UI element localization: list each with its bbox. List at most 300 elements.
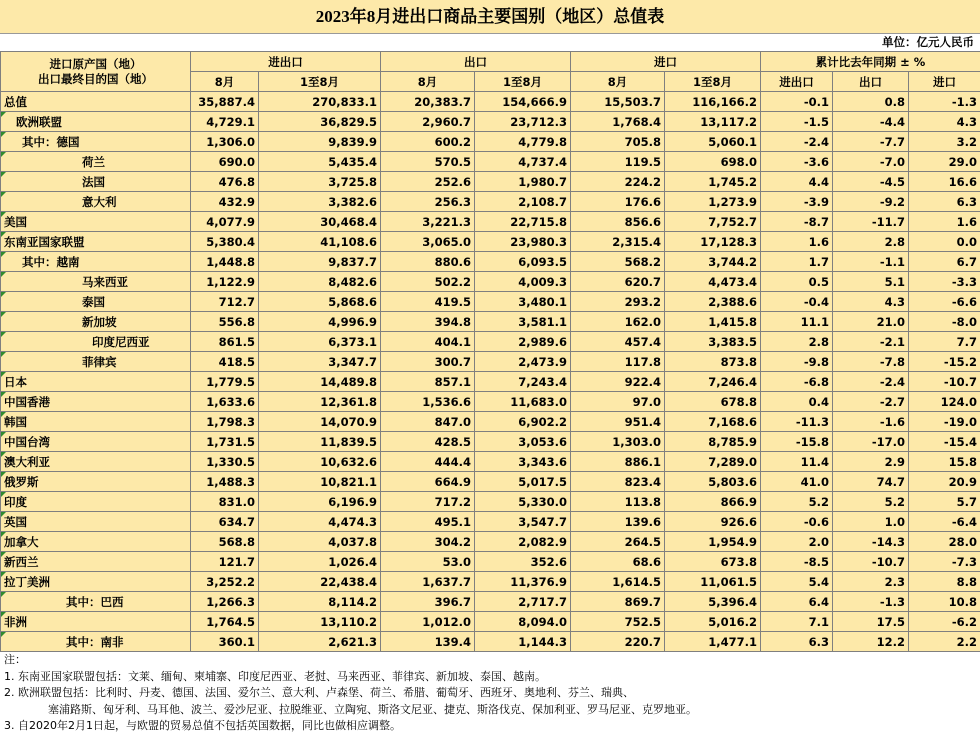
group-header-export: 出口 — [381, 52, 571, 72]
table-row — [1, 432, 980, 452]
row-label: 澳大利亚 — [1, 452, 191, 472]
table-cell: 0.8 — [833, 92, 909, 112]
table-cell: 11.4 — [761, 452, 833, 472]
table-cell: 28.0 — [909, 532, 980, 552]
table-cell: 2,989.6 — [475, 332, 571, 352]
table-cell: 2.8 — [761, 332, 833, 352]
row-label: 其中：巴西 — [1, 592, 191, 612]
table-row — [1, 592, 980, 612]
table-cell: 6,196.9 — [259, 492, 381, 512]
table-cell: 139.6 — [571, 512, 665, 532]
table-cell: 4,077.9 — [191, 212, 259, 232]
table-cell: -1.6 — [833, 412, 909, 432]
table-cell: 5,060.1 — [665, 132, 761, 152]
table-row — [1, 92, 980, 112]
table-cell: -10.7 — [833, 552, 909, 572]
table-cell: -9.8 — [761, 352, 833, 372]
table-cell: 1,536.6 — [381, 392, 475, 412]
table-cell: 220.7 — [571, 632, 665, 652]
table-cell: -11.7 — [833, 212, 909, 232]
table-cell: 2,717.7 — [475, 592, 571, 612]
subheader-0: 8月 — [191, 72, 259, 92]
table-cell: 176.6 — [571, 192, 665, 212]
row-label: 菲律宾 — [1, 352, 191, 372]
table-cell: 5.1 — [833, 272, 909, 292]
table-cell: 4,037.8 — [259, 532, 381, 552]
table-row — [1, 312, 980, 332]
table-cell: 14,489.8 — [259, 372, 381, 392]
table-cell: 2.9 — [833, 452, 909, 472]
table-cell: 3,547.7 — [475, 512, 571, 532]
table-cell: 1.6 — [909, 212, 980, 232]
table-cell: 3,581.1 — [475, 312, 571, 332]
table-cell: 121.7 — [191, 552, 259, 572]
table-cell: 1,026.4 — [259, 552, 381, 572]
row-label: 俄罗斯 — [1, 472, 191, 492]
table-cell: 886.1 — [571, 452, 665, 472]
table-cell: 1,731.5 — [191, 432, 259, 452]
table-cell: 8.8 — [909, 572, 980, 592]
row-label: 韩国 — [1, 412, 191, 432]
table-cell: 1,637.7 — [381, 572, 475, 592]
table-cell: 3,725.8 — [259, 172, 381, 192]
table-cell: 4,996.9 — [259, 312, 381, 332]
table-cell: 162.0 — [571, 312, 665, 332]
table-cell: 5.4 — [761, 572, 833, 592]
table-row — [1, 612, 980, 632]
table-cell: 1,303.0 — [571, 432, 665, 452]
page-title: 2023年8月进出口商品主要国别（地区）总值表 — [0, 0, 980, 34]
table-cell: 2.0 — [761, 532, 833, 552]
table-cell: 304.2 — [381, 532, 475, 552]
table-cell: 360.1 — [191, 632, 259, 652]
table-cell: 8,482.6 — [259, 272, 381, 292]
table-cell: 570.5 — [381, 152, 475, 172]
table-cell: 2.2 — [909, 632, 980, 652]
table-cell: 41,108.6 — [259, 232, 381, 252]
row-label: 印度 — [1, 492, 191, 512]
table-cell: -3.3 — [909, 272, 980, 292]
table-cell: 22,438.4 — [259, 572, 381, 592]
table-cell: 11,376.9 — [475, 572, 571, 592]
subheader-2: 8月 — [381, 72, 475, 92]
table-cell: 698.0 — [665, 152, 761, 172]
table-cell: -6.8 — [761, 372, 833, 392]
subheader-3: 1至8月 — [475, 72, 571, 92]
table-cell: 4,474.3 — [259, 512, 381, 532]
table-row — [1, 512, 980, 532]
table-cell: 0.0 — [909, 232, 980, 252]
table-cell: 1.6 — [761, 232, 833, 252]
table-cell: 664.9 — [381, 472, 475, 492]
subheader-5: 1至8月 — [665, 72, 761, 92]
table-cell: 22,715.8 — [475, 212, 571, 232]
row-label: 总值 — [1, 92, 191, 112]
table-cell: 7,243.4 — [475, 372, 571, 392]
table-cell: 600.2 — [381, 132, 475, 152]
table-row — [1, 232, 980, 252]
note-2: 2. 欧洲联盟包括：比利时、丹麦、德国、法国、爱尔兰、意大利、卢森堡、荷兰、希腊、葡萄牙、西班牙、奥地利、芬兰、瑞典、 — [4, 686, 634, 699]
table-cell: -15.2 — [909, 352, 980, 372]
row-header-export: 出口最终目的国（地） — [38, 71, 153, 86]
table-cell: 4.4 — [761, 172, 833, 192]
table-cell: 2,315.4 — [571, 232, 665, 252]
notes-label: 注： — [4, 653, 26, 666]
row-label: 东南亚国家联盟 — [1, 232, 191, 252]
table-cell: 1,779.5 — [191, 372, 259, 392]
table-cell: 3,065.0 — [381, 232, 475, 252]
table-cell: -19.0 — [909, 412, 980, 432]
table-cell: 5.7 — [909, 492, 980, 512]
table-cell: 124.0 — [909, 392, 980, 412]
row-header-import: 进口原产国（地） — [49, 56, 142, 71]
table-cell: 2,473.9 — [475, 352, 571, 372]
table-cell: 256.3 — [381, 192, 475, 212]
subheader-1: 1至8月 — [259, 72, 381, 92]
table-cell: 404.1 — [381, 332, 475, 352]
table-cell: 831.0 — [191, 492, 259, 512]
table-cell: 432.9 — [191, 192, 259, 212]
table-cell: 3,382.6 — [259, 192, 381, 212]
table-cell: 11,061.5 — [665, 572, 761, 592]
table-cell: 7.1 — [761, 612, 833, 632]
table-cell: 6.7 — [909, 252, 980, 272]
table-cell: -8.5 — [761, 552, 833, 572]
table-cell: 2,108.7 — [475, 192, 571, 212]
table-cell: 11.1 — [761, 312, 833, 332]
table-cell: -1.3 — [909, 92, 980, 112]
row-label: 泰国 — [1, 292, 191, 312]
table-cell: 41.0 — [761, 472, 833, 492]
table-cell: 712.7 — [191, 292, 259, 312]
unit-label: 单位：亿元人民币 — [882, 35, 974, 49]
group-header-total: 进出口 — [191, 52, 381, 72]
table-cell: -9.2 — [833, 192, 909, 212]
table-cell: 1,144.3 — [475, 632, 571, 652]
table-row — [1, 112, 980, 132]
table-cell: -2.1 — [833, 332, 909, 352]
table-cell: 13,117.2 — [665, 112, 761, 132]
table-cell: -8.0 — [909, 312, 980, 332]
table-cell: 419.5 — [381, 292, 475, 312]
row-label: 中国香港 — [1, 392, 191, 412]
table-cell: -15.8 — [761, 432, 833, 452]
table-cell: 97.0 — [571, 392, 665, 412]
table-cell: 2,960.7 — [381, 112, 475, 132]
table-cell: 8,114.2 — [259, 592, 381, 612]
table-cell: 866.9 — [665, 492, 761, 512]
table-cell: 21.0 — [833, 312, 909, 332]
table-cell: 15.8 — [909, 452, 980, 472]
row-label: 英国 — [1, 512, 191, 532]
table-cell: 418.5 — [191, 352, 259, 372]
table-cell: -0.1 — [761, 92, 833, 112]
table-cell: 35,887.4 — [191, 92, 259, 112]
table-row — [1, 252, 980, 272]
table-row — [1, 272, 980, 292]
table-cell: 116,166.2 — [665, 92, 761, 112]
table-cell: 428.5 — [381, 432, 475, 452]
table-cell: -1.1 — [833, 252, 909, 272]
table-cell: -3.9 — [761, 192, 833, 212]
table-cell: 7,246.4 — [665, 372, 761, 392]
row-label: 中国台湾 — [1, 432, 191, 452]
table-row — [1, 372, 980, 392]
table-cell: 1,266.3 — [191, 592, 259, 612]
row-header — [1, 52, 191, 92]
table-cell: 17,128.3 — [665, 232, 761, 252]
table-cell: 1,954.9 — [665, 532, 761, 552]
table-cell: 154,666.9 — [475, 92, 571, 112]
table-cell: -11.3 — [761, 412, 833, 432]
table-cell: 4.3 — [909, 112, 980, 132]
table-cell: 6,373.1 — [259, 332, 381, 352]
row-label: 欧洲联盟 — [1, 112, 191, 132]
table-cell: 3,480.1 — [475, 292, 571, 312]
table-row — [1, 332, 980, 352]
table-cell: 4,737.4 — [475, 152, 571, 172]
table-cell: 5.2 — [761, 492, 833, 512]
table-cell: -7.7 — [833, 132, 909, 152]
table-cell: 8,094.0 — [475, 612, 571, 632]
table-cell: 7,168.6 — [665, 412, 761, 432]
table-cell: 1,764.5 — [191, 612, 259, 632]
table-cell: 1,798.3 — [191, 412, 259, 432]
table-cell: 15,503.7 — [571, 92, 665, 112]
table-cell: 869.7 — [571, 592, 665, 612]
table-cell: 690.0 — [191, 152, 259, 172]
table-row — [1, 452, 980, 472]
table-cell: 113.8 — [571, 492, 665, 512]
table-cell: 14,070.9 — [259, 412, 381, 432]
table-cell: -6.4 — [909, 512, 980, 532]
table-cell: 12,361.8 — [259, 392, 381, 412]
table-cell: -4.4 — [833, 112, 909, 132]
table-cell: 5,868.6 — [259, 292, 381, 312]
table-row — [1, 212, 980, 232]
table-cell: 4,009.3 — [475, 272, 571, 292]
table-cell: 847.0 — [381, 412, 475, 432]
table-row — [1, 192, 980, 212]
table-row — [1, 552, 980, 572]
table-row — [1, 572, 980, 592]
row-label: 荷兰 — [1, 152, 191, 172]
table-row — [1, 392, 980, 412]
table-cell: 4,729.1 — [191, 112, 259, 132]
table-cell: 293.2 — [571, 292, 665, 312]
table-row — [1, 172, 980, 192]
table-cell: -0.4 — [761, 292, 833, 312]
table-cell: 620.7 — [571, 272, 665, 292]
table-cell: 30,468.4 — [259, 212, 381, 232]
table-cell: 1,415.8 — [665, 312, 761, 332]
table-cell: 20,383.7 — [381, 92, 475, 112]
table-cell: 6,902.2 — [475, 412, 571, 432]
table-cell: 673.8 — [665, 552, 761, 572]
table-cell: 119.5 — [571, 152, 665, 172]
table-cell: -3.6 — [761, 152, 833, 172]
table-cell: 7,752.7 — [665, 212, 761, 232]
table-cell: -1.3 — [833, 592, 909, 612]
table-cell: 0.5 — [761, 272, 833, 292]
table-cell: -10.7 — [909, 372, 980, 392]
table-cell: 3,252.2 — [191, 572, 259, 592]
table-cell: -17.0 — [833, 432, 909, 452]
table-cell: 1,477.1 — [665, 632, 761, 652]
table-cell: 5,016.2 — [665, 612, 761, 632]
table-cell: 634.7 — [191, 512, 259, 532]
table-cell: 5,396.4 — [665, 592, 761, 612]
table-cell: 36,829.5 — [259, 112, 381, 132]
table-cell: 3,744.2 — [665, 252, 761, 272]
table-cell: 856.6 — [571, 212, 665, 232]
table-cell: 568.8 — [191, 532, 259, 552]
table-cell: -7.3 — [909, 552, 980, 572]
table-cell: 68.6 — [571, 552, 665, 572]
table-cell: 117.8 — [571, 352, 665, 372]
table-row — [1, 412, 980, 432]
table-cell: 10.8 — [909, 592, 980, 612]
table-cell: 4,779.8 — [475, 132, 571, 152]
table-cell: 264.5 — [571, 532, 665, 552]
table-cell: 3,347.7 — [259, 352, 381, 372]
note-1: 1. 东南亚国家联盟包括：文莱、缅甸、柬埔寨、印度尼西亚、老挝、马来西亚、菲律宾、新加坡、泰国、越南。 — [4, 669, 546, 683]
table-cell: 502.2 — [381, 272, 475, 292]
table-cell: 5,330.0 — [475, 492, 571, 512]
trade-table — [0, 51, 980, 652]
table-cell: 5,380.4 — [191, 232, 259, 252]
table-row — [1, 632, 980, 652]
table-row — [1, 352, 980, 372]
subheader-8: 进口 — [909, 72, 980, 92]
table-cell: 12.2 — [833, 632, 909, 652]
row-label: 其中：越南 — [1, 252, 191, 272]
table-cell: 873.8 — [665, 352, 761, 372]
group-header-change: 累计比去年同期 ± % — [761, 52, 980, 72]
table-cell: 2,082.9 — [475, 532, 571, 552]
table-cell: 823.4 — [571, 472, 665, 492]
note-3: 3. 自2020年2月1日起，与欧盟的贸易总值不包括英国数据，同比也做相应调整。 — [4, 719, 401, 732]
table-cell: 9,837.7 — [259, 252, 381, 272]
table-cell: 23,712.3 — [475, 112, 571, 132]
subheader-7: 出口 — [833, 72, 909, 92]
table-cell: 5,803.6 — [665, 472, 761, 492]
table-cell: 74.7 — [833, 472, 909, 492]
table-cell: -0.6 — [761, 512, 833, 532]
table-cell: 1,330.5 — [191, 452, 259, 472]
row-label: 拉丁美洲 — [1, 572, 191, 592]
table-cell: 11,839.5 — [259, 432, 381, 452]
table-cell: 556.8 — [191, 312, 259, 332]
table-cell: 1.7 — [761, 252, 833, 272]
table-cell: 1,306.0 — [191, 132, 259, 152]
table-cell: 1,488.3 — [191, 472, 259, 492]
row-label: 非洲 — [1, 612, 191, 632]
table-cell: 2,621.3 — [259, 632, 381, 652]
table-cell: 2,388.6 — [665, 292, 761, 312]
row-label: 新加坡 — [1, 312, 191, 332]
table-cell: 857.1 — [381, 372, 475, 392]
row-label: 日本 — [1, 372, 191, 392]
table-cell: 7,289.0 — [665, 452, 761, 472]
table-cell: 705.8 — [571, 132, 665, 152]
table-cell: 3,053.6 — [475, 432, 571, 452]
table-cell: -6.6 — [909, 292, 980, 312]
table-cell: 6.3 — [909, 192, 980, 212]
table-cell: 9,839.9 — [259, 132, 381, 152]
row-label: 法国 — [1, 172, 191, 192]
table-cell: 1.0 — [833, 512, 909, 532]
table-cell: 29.0 — [909, 152, 980, 172]
table-cell: 1,633.6 — [191, 392, 259, 412]
table-cell: 1,614.5 — [571, 572, 665, 592]
table-cell: 495.1 — [381, 512, 475, 532]
table-cell: 394.8 — [381, 312, 475, 332]
table-cell: 1,012.0 — [381, 612, 475, 632]
table-cell: -2.7 — [833, 392, 909, 412]
table-cell: 2.3 — [833, 572, 909, 592]
table-cell: 0.4 — [761, 392, 833, 412]
row-label: 印度尼西亚 — [1, 332, 191, 352]
table-cell: 3,343.6 — [475, 452, 571, 472]
table-cell: 252.6 — [381, 172, 475, 192]
table-cell: 1,122.9 — [191, 272, 259, 292]
table-cell: 3,383.5 — [665, 332, 761, 352]
table-cell: 6.4 — [761, 592, 833, 612]
row-label: 马来西亚 — [1, 272, 191, 292]
table-cell: 7.7 — [909, 332, 980, 352]
table-cell: 6.3 — [761, 632, 833, 652]
table-cell: 717.2 — [381, 492, 475, 512]
note-2-cont: 塞浦路斯、匈牙利、马耳他、波兰、爱沙尼亚、拉脱维亚、立陶宛、斯洛文尼亚、捷克、斯洛伐克、保加利亚、罗马尼亚、克罗地亚。 — [48, 702, 697, 716]
table-cell: 11,683.0 — [475, 392, 571, 412]
table-cell: 396.7 — [381, 592, 475, 612]
row-label: 意大利 — [1, 192, 191, 212]
table-cell: 4,473.4 — [665, 272, 761, 292]
table-cell: 270,833.1 — [259, 92, 381, 112]
table-cell: 13,110.2 — [259, 612, 381, 632]
table-cell: 224.2 — [571, 172, 665, 192]
table-cell: 5,435.4 — [259, 152, 381, 172]
table-row — [1, 492, 980, 512]
table-cell: 4.3 — [833, 292, 909, 312]
table-cell: 476.8 — [191, 172, 259, 192]
row-label: 其中：南非 — [1, 632, 191, 652]
row-label: 其中：德国 — [1, 132, 191, 152]
table-cell: -2.4 — [761, 132, 833, 152]
table-row — [1, 472, 980, 492]
table-cell: 10,632.6 — [259, 452, 381, 472]
table-cell: 1,745.2 — [665, 172, 761, 192]
table-cell: 926.6 — [665, 512, 761, 532]
table-cell: 3,221.3 — [381, 212, 475, 232]
table-cell: 678.8 — [665, 392, 761, 412]
table-cell: 3.2 — [909, 132, 980, 152]
table-cell: -8.7 — [761, 212, 833, 232]
table-cell: 5,017.5 — [475, 472, 571, 492]
table-cell: 5.2 — [833, 492, 909, 512]
table-cell: 1,448.8 — [191, 252, 259, 272]
table-cell: -1.5 — [761, 112, 833, 132]
table-cell: 6,093.5 — [475, 252, 571, 272]
table-cell: 16.6 — [909, 172, 980, 192]
subheader-6: 进出口 — [761, 72, 833, 92]
row-label: 新西兰 — [1, 552, 191, 572]
table-cell: 139.4 — [381, 632, 475, 652]
table-cell: -4.5 — [833, 172, 909, 192]
table-cell: 10,821.1 — [259, 472, 381, 492]
table-cell: 1,980.7 — [475, 172, 571, 192]
